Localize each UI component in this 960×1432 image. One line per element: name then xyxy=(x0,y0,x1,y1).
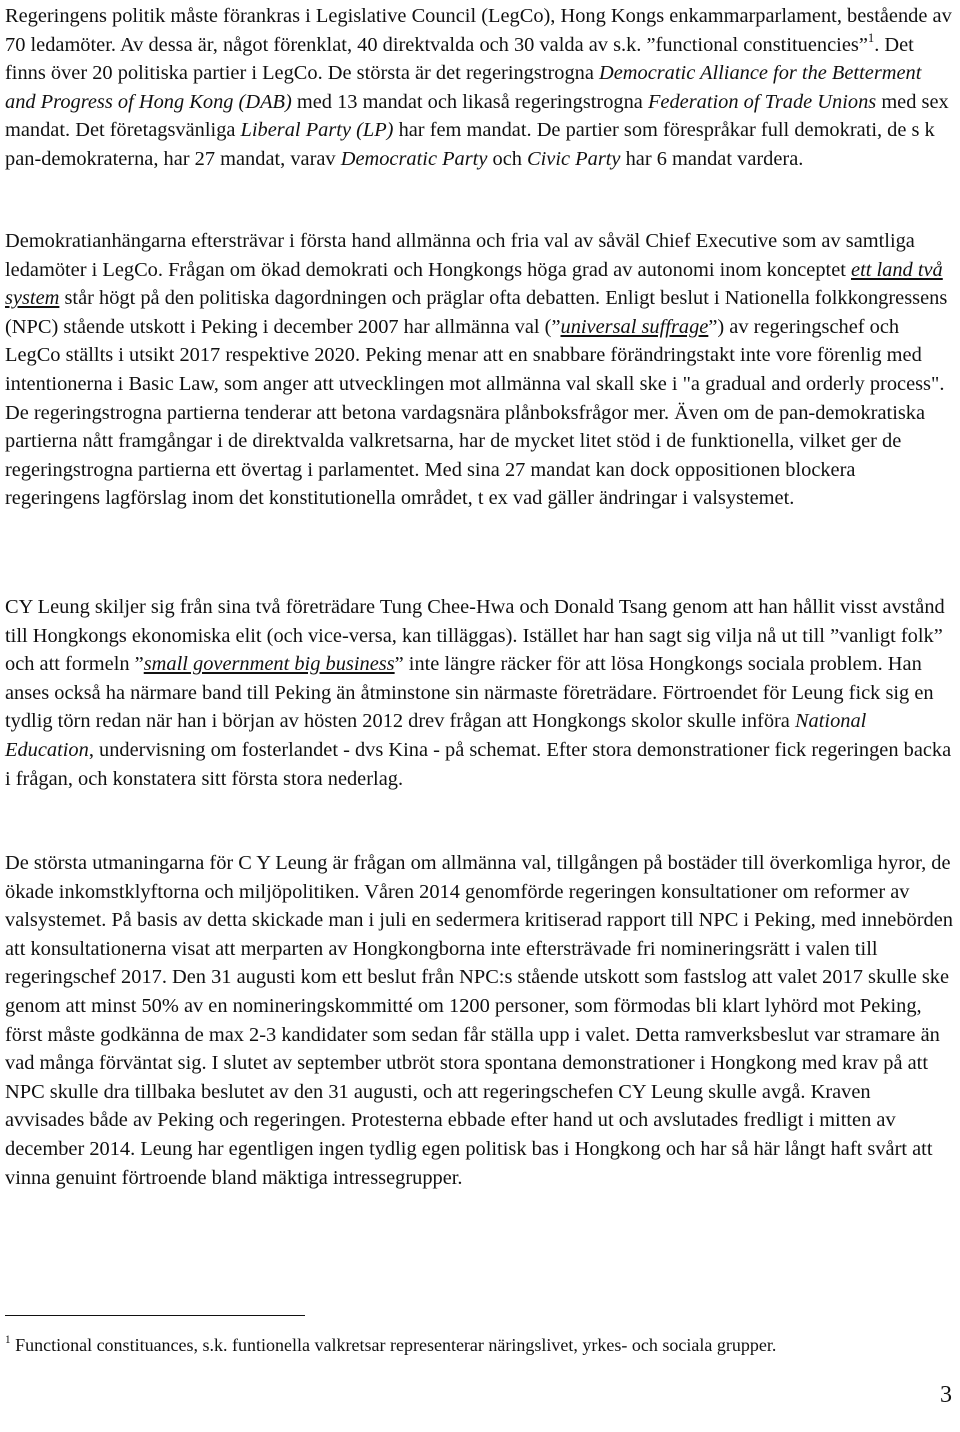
paragraph-legco xyxy=(5,2,953,174)
paragraph-challenges: De största utmaningarna för C Y Leung är frågan om allmänna val, tillgången på bostäder till överkomliga hyror, de ökade inkomstklyftorna och miljöpolitiken. Våren 2014 genomförde regeringen konsultationer om reformer av valsystemet. På basis av detta skickade man i juli en sedermera kritiserad rapport till NPC i Peking, med innebörden att konsultationerna visat att merparten av Hongkongborna inte eftersträvade fri nomineringsrätt i valen till regeringschef 2017. Den 31 augusti kom ett beslut från NPC:s stående utskott som fastslog att valet 2017 skulle ske genom att minst 50% av en nomineringskommitté om 1200 personer, som förmodas bli klart lyhörd mot Peking, först måste godkänna de max 2-3 kandidater som sedan får ställa upp i valet. Detta ramverksbeslut var stramare än vad många förväntat sig. I slutet av september utbröt stora spontana demonstrationer i Hongkong med krav på att NPC skulle dra tillbaka beslutet av den 31 augusti, och att regeringschefen CY Leung skulle avgå. Kraven avvisades både av Peking och regeringen. Protesterna ebbade efter hand ut och avslutades fredligt i mitten av december 2014. Leung har egentligen ingen tydlig egen politisk bas i Hongkong och har så här långt haft svårt att vinna genuint förtroende bland mäktiga intressegrupper. xyxy=(5,852,953,1189)
footnote-text: Functional constituances, s.k. funtionella valkretsar representerar näringslivet, yrkes- och sociala grupper. xyxy=(10,1335,777,1355)
universal-suffrage-term: universal suffrage xyxy=(560,315,709,338)
footnote-marker: 1 xyxy=(5,1334,11,1347)
small-government-term: small government big business xyxy=(143,653,395,676)
ftu-party-name: Federation of Trade Unions xyxy=(647,90,877,113)
text-span: ” inte längre räcker för att lösa Hongkongs sociala problem. Han anses också ha närmare band till Peking än åtminstone sin närmaste företrädare. Förtroendet för Leung fick sig en tydlig törn redan när han i början av hösten 2012 drev frågan att Hongkongs skolor skulle införa xyxy=(5,653,934,733)
ett-land-tva-system-term: ett land två system xyxy=(5,258,943,310)
footnote-separator xyxy=(5,1315,305,1316)
text-span: har 6 mandat vardera. xyxy=(620,147,804,170)
text-span: med sex mandat. Det företagsvänliga xyxy=(5,90,949,142)
text-span: ”) av regeringschef och LegCo ställts i utsikt 2017 respektive 2020. Peking menar att en snabbare förändringstakt inte vore förenlig med intentionerna i Basic Law, som anger att utvecklingen mot allmänna val skall ske i "a gradual and orderly process". De regeringstrogna partierna tenderar att betona vardagsnära plånboksfrågor mer. Även om de pan-demokratiska partierna nått framgångar i de direktvalda valkretsarna, har de mycket litet stöd i de funktionella, vilket ger de regeringstrogna partierna ett övertag i parlamentet. Med sina 27 mandat kan dock oppositionen blockera regeringens lagförslag inom det konstitutionella området, t ex vad gäller ändringar i valsystemet. xyxy=(5,315,945,510)
text-span: har fem mandat. De partier som förespråkar full demokrati, de s k pan-demokraterna, har 27 mandat, varav xyxy=(5,119,935,170)
page-number: 3 xyxy=(940,1382,952,1408)
lp-party-name: Liberal Party (LP) xyxy=(240,119,394,142)
dp-party-name: Democratic Party xyxy=(340,147,488,170)
text-span: , undervisning om fosterlandet - dvs Kina - på schemat. Efter stora demonstrationer fick regeringen backa i frågan, och konstatera sitt första stora nederlag. xyxy=(5,738,952,790)
footnote xyxy=(5,1333,953,1357)
text-span: Regeringens politik måste förankras i Legislative Council (LegCo), Hong Kongs enkammarparlament, bestående av 70 ledamöter. Av dessa är, något förenklat, 40 direktvalda och 30 valda av s.k. ”functional constituencies” xyxy=(5,5,952,56)
dab-party-name: Democratic Alliance for the Betterment and Progress of Hong Kong (DAB) xyxy=(5,62,922,113)
text-span: och xyxy=(487,147,528,170)
text-span: står högt på den politiska dagordningen och präglar ofta debatten. Enligt beslut i Nationella folkkongressens (NPC) stående utskott i Peking i december 2007 har allmänna val (” xyxy=(5,287,948,338)
national-education-term: National Education xyxy=(5,710,867,761)
paragraph-democracy xyxy=(5,227,953,513)
text-span: . Det finns över 20 politiska partier i LegCo. De största är det regeringstrogna xyxy=(5,33,914,85)
text-span: med 13 mandat och likaså regeringstrogna xyxy=(291,90,648,113)
footnote-reference[interactable]: 1 xyxy=(867,31,875,46)
text-span: CY Leung skiljer sig från sina två företrädare Tung Chee-Hwa och Donald Tsang genom att han hållit visst avstånd till Hongkongs ekonomiska elit (och vice-versa, kan tilläggas). Istället har han sagt sig vilja nå ut till ”vanligt folk” och att formeln ” xyxy=(5,596,945,676)
paragraph-cy-leung xyxy=(5,593,953,793)
cp-party-name: Civic Party xyxy=(527,147,621,170)
text-span: Demokratianhängarna eftersträvar i första hand allmänna och fria val av såväl Chief Executive som av samtliga ledamöter i LegCo. Frågan om ökad demokrati och Hongkongs höga grad av autonomi inom konceptet xyxy=(5,230,915,281)
